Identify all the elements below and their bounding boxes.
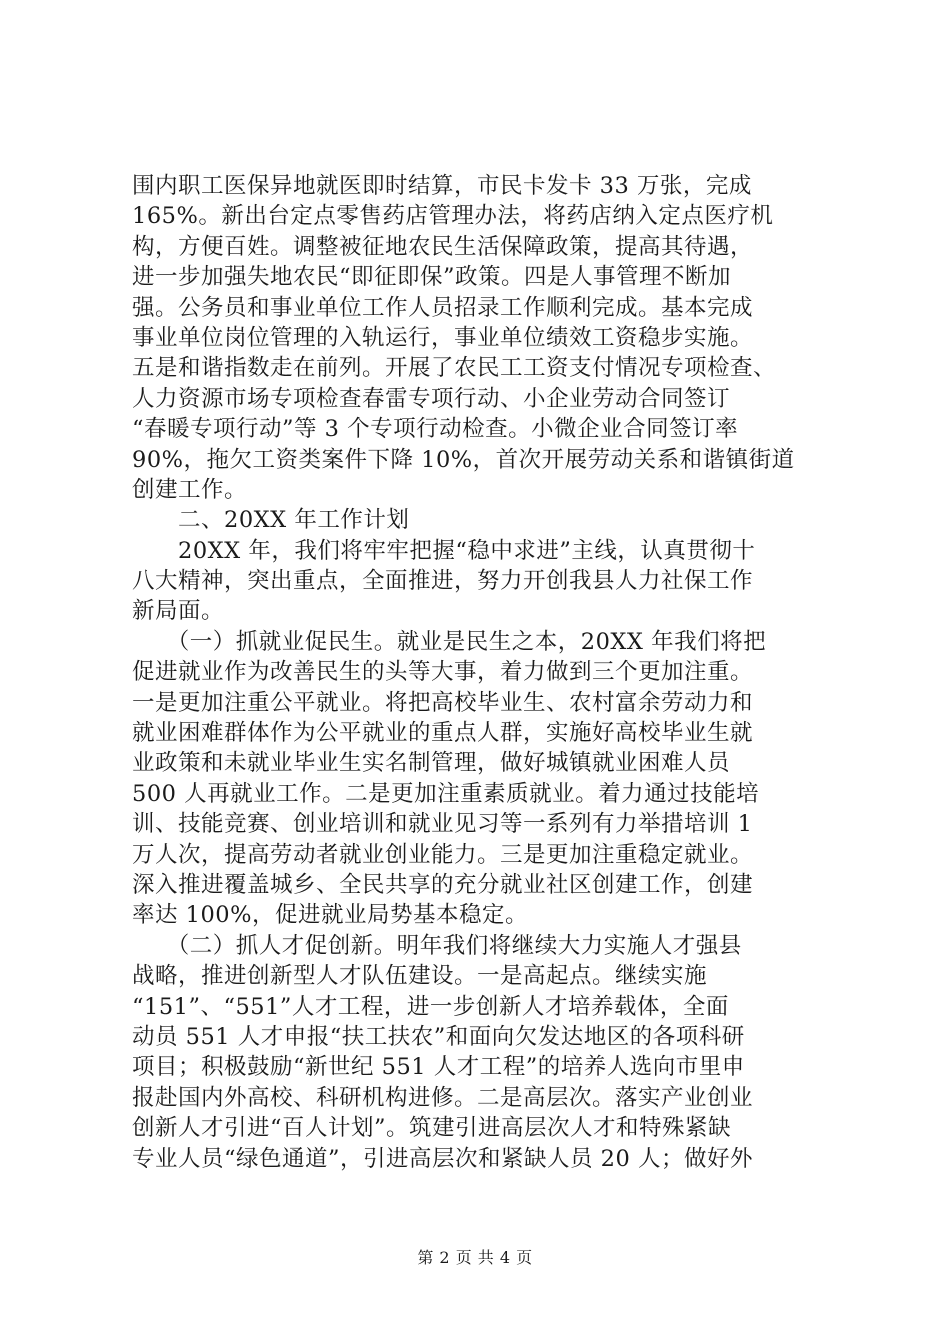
text-line: 二、20XX 年工作计划 — [132, 507, 410, 534]
page-footer: 第 2 页 共 4 页 — [417, 1248, 533, 1267]
text-line: 专业人员“绿色通道”，引进高层次和紧缺人员 20 人；做好外 — [132, 1145, 753, 1172]
text-line: 促进就业作为改善民生的头等大事，着力做到三个更加注重。 — [132, 659, 754, 686]
text-line: “151”、“551”人才工程，进一步创新人才培养载体，全面 — [132, 993, 729, 1020]
text-line: 五是和谐指数走在前列。开展了农民工工资支付情况专项检查、 — [132, 355, 777, 382]
text-line: “春暖专项行动”等 3 个专项行动检查。小微企业合同签订率 — [132, 416, 739, 443]
text-line: （二）抓人才促创新。明年我们将继续大力实施人才强县 — [132, 932, 742, 959]
text-line: 创新人才引进“百人计划”。筑建引进高层次人才和特殊紧缺 — [132, 1115, 732, 1142]
text-line: 万人次，提高劳动者就业创业能力。三是更加注重稳定就业。 — [132, 841, 754, 868]
text-line: 人力资源市场专项检查春雷专项行动、小企业劳动合同签订 — [132, 385, 731, 412]
text-line: 500 人再就业工作。二是更加注重素质就业。着力通过技能培 — [132, 780, 760, 807]
text-line: 业政策和未就业毕业生实名制管理，做好城镇就业困难人员 — [132, 750, 731, 777]
text-line: （一）抓就业促民生。就业是民生之本，20XX 年我们将把 — [132, 628, 767, 655]
text-line: 率达 100%，促进就业局势基本稳定。 — [132, 902, 528, 929]
text-line: 动员 551 人才申报“扶工扶农”和面向欠发达地区的各项科研 — [132, 1023, 745, 1050]
text-line: 项目；积极鼓励“新世纪 551 人才工程”的培养人选向市里申 — [132, 1054, 745, 1081]
text-line: 进一步加强失地农民“即征即保”政策。四是人事管理不断加 — [132, 264, 732, 291]
document-body — [132, 171, 832, 1174]
text-line: 深入推进覆盖城乡、全民共享的充分就业社区创建工作，创建 — [132, 871, 754, 898]
text-line: 创建工作。 — [132, 476, 248, 503]
text-line: 围内职工医保异地就医即时结算，市民卡发卡 33 万张，完成 — [132, 173, 752, 199]
text-line: 构，方便百姓。调整被征地农民生活保障政策，提高其待遇， — [132, 233, 754, 260]
text-line: 强。公务员和事业单位工作人员招录工作顺利完成。基本完成 — [132, 294, 754, 321]
text-line: 90%，拖欠工资类案件下降 10%，首次开展劳动关系和谐镇街道 — [132, 446, 795, 473]
text-line: 就业困难群体作为公平就业的重点人群，实施好高校毕业生就 — [132, 720, 754, 747]
text-line: 新局面。 — [132, 598, 225, 625]
text-line: 事业单位岗位管理的入轨运行，事业单位绩效工资稳步实施。 — [132, 324, 754, 351]
text-line: 165%。新出台定点零售药店管理办法，将药店纳入定点医疗机 — [132, 203, 774, 230]
text-line: 战略，推进创新型人才队伍建设。一是高起点。继续实施 — [132, 963, 708, 990]
text-line: 一是更加注重公平就业。将把高校毕业生、农村富余劳动力和 — [132, 689, 754, 716]
text-line: 训、技能竞赛、创业培训和就业见习等一系列有力举措培训 1 — [132, 811, 753, 838]
text-line: 八大精神，突出重点，全面推进，努力开创我县人力社保工作 — [132, 568, 754, 595]
text-line: 20XX 年，我们将牢牢把握“稳中求进”主线，认真贯彻十 — [132, 537, 756, 564]
text-line: 报赴国内外高校、科研机构进修。二是高层次。落实产业创业 — [132, 1084, 754, 1111]
